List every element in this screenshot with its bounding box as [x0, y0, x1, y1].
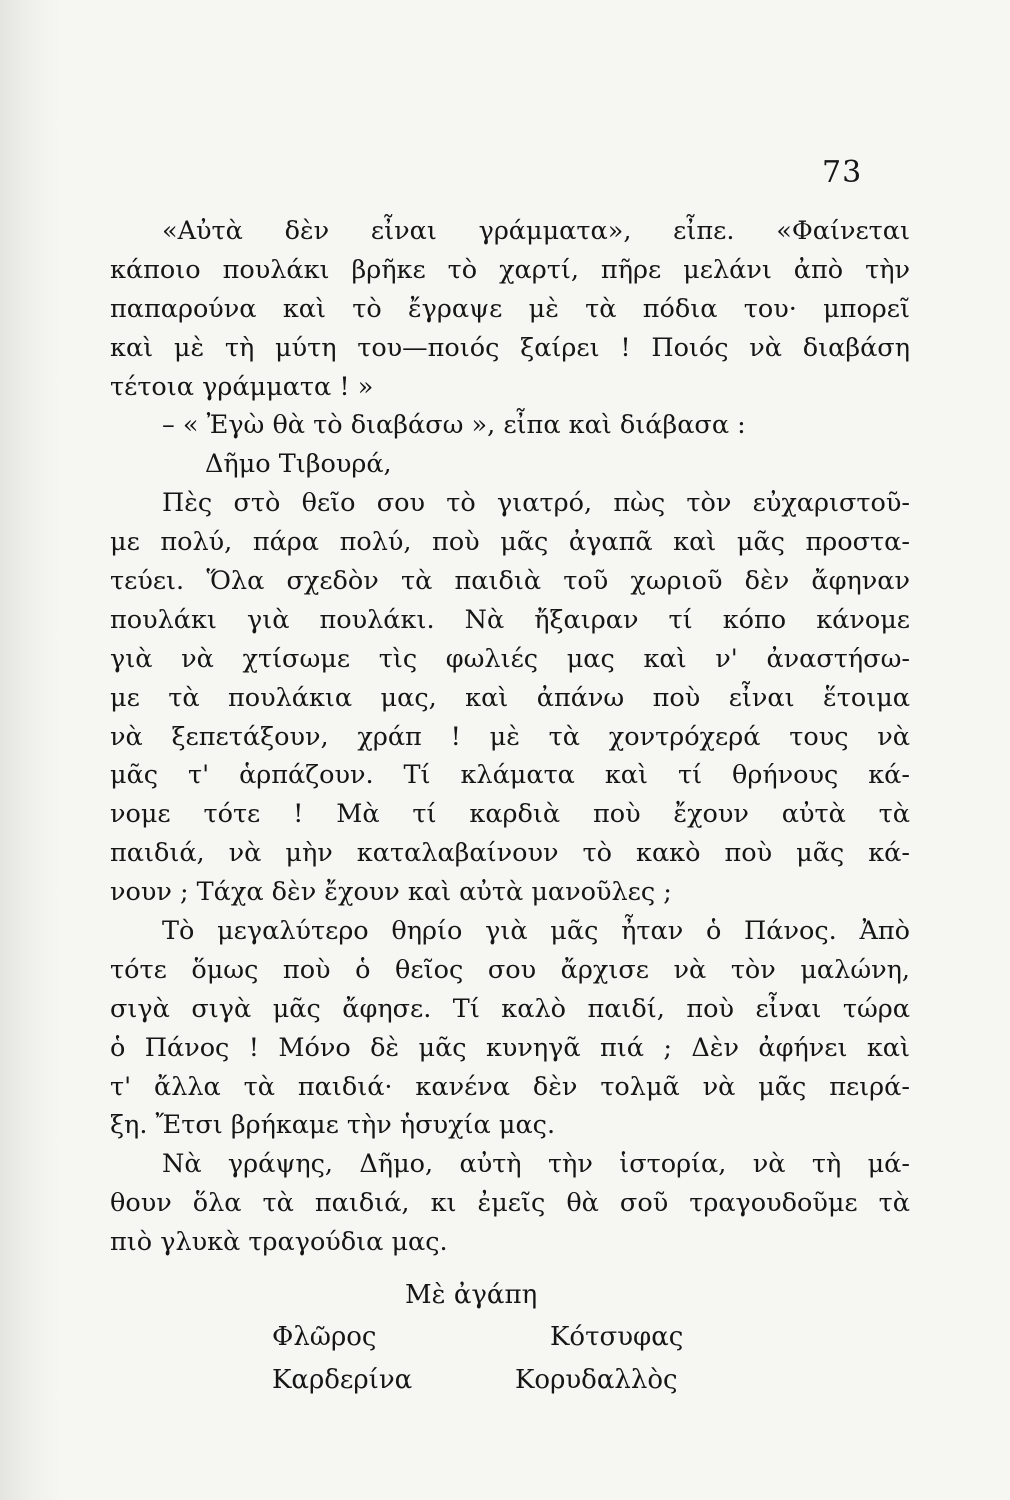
text-line: με τὰ πουλάκια μας, καὶ ἀπάνω ποὺ εἶναι ἕτοιμα — [110, 682, 910, 713]
text-line: τεύει. Ὅλα σχεδὸν τὰ παιδιὰ τοῦ χωριοῦ δὲν ἄφηναν — [110, 566, 910, 597]
text-line: μᾶς τ' ἁρπάζουν. Τί κλάματα καὶ τί θρήνους κά- — [110, 760, 910, 791]
text-line: Τὸ μεγαλύτερο θηρίο γιὰ μᾶς ἦταν ὁ Πάνος. Ἀπὸ — [162, 916, 910, 947]
text-line: ὁ Πάνος ! Μόνο δὲ μᾶς κυνηγᾶ πιά ; Δὲν ἀφήνει καὶ — [110, 1032, 910, 1063]
text-line: τ' ἄλλα τὰ παιδιά· κανένα δὲν τολμᾶ νὰ μᾶς πειρά- — [110, 1071, 910, 1102]
text-line: νομε τότε ! Μὰ τί καρδιὰ ποὺ ἔχουν αὐτὰ τὰ — [110, 799, 910, 830]
text-line: παιδιά, νὰ μὴν καταλαβαίνουν τὸ κακὸ ποὺ μᾶς κά- — [110, 838, 910, 869]
text-line: γιὰ νὰ χτίσωμε τὶς φωλιές μας καὶ ν' ἀναστήσω- — [110, 643, 910, 674]
text-line: πιὸ γλυκὰ τραγούδια μας. — [110, 1227, 448, 1258]
text-line: τέτοια γράμματα ! » — [110, 371, 374, 402]
text-line: πουλάκι γιὰ πουλάκι. Νὰ ἤξαιραν τί κόπο κάνομε — [110, 604, 910, 635]
letter-text — [110, 212, 910, 1262]
signature-floros: Φλῶρος — [272, 1322, 377, 1352]
signature-karderina: Καρδερίνα — [272, 1365, 413, 1395]
text-line: ξη. Ἔτσι βρήκαμε τὴν ἡσυχία μας. — [110, 1110, 556, 1141]
text-line: τότε ὅμως ποὺ ὁ θεῖος σου ἄρχισε νὰ τὸν μαλώνη, — [110, 954, 910, 985]
text-line: σιγὰ σιγὰ μᾶς ἄφησε. Τί καλὸ παιδί, ποὺ εἶναι τώρα — [110, 993, 910, 1024]
signature-kotsyfas: Κότσυφας — [550, 1322, 684, 1352]
text-line: «Αὐτὰ δὲν εἶναι γράμματα», εἶπε. «Φαίνεται — [162, 216, 910, 246]
text-line: θουν ὅλα τὰ παιδιά, κι ἐμεῖς θὰ σοῦ τραγουδοῦμε τὰ — [110, 1188, 910, 1219]
text-line: Νὰ γράψης, Δῆμο, αὐτὴ τὴν ἱστορία, νὰ τὴ μά- — [162, 1149, 910, 1180]
text-line: – « Ἐγὼ θὰ τὸ διαβάσω », εἶπα καὶ διάβασα : — [162, 410, 746, 441]
text-line: νὰ ξεπετάξουν, χράπ ! μὲ τὰ χοντρόχερά τους νὰ — [110, 721, 910, 752]
text-line: κάποιο πουλάκι βρῆκε τὸ χαρτί, πῆρε μελάνι ἀπὸ τὴν — [110, 254, 910, 285]
text-line: καὶ μὲ τὴ μύτη του—ποιός ξαίρει ! Ποιός νὰ διαβάση — [110, 332, 910, 363]
salutation: Δῆμο Τιβουρά, — [205, 449, 392, 480]
signature-korydallos: Κορυδαλλὸς — [515, 1365, 678, 1395]
text-line: Πὲς στὸ θεῖο σου τὸ γιατρό, πὼς τὸν εὐχαριστοῦ- — [162, 488, 910, 519]
text-line: νουν ; Τάχα δὲν ἔχουν καὶ αὐτὰ μανοῦλες ; — [110, 877, 672, 908]
page-edge-shadow — [0, 0, 60, 1500]
text-line: με πολύ, πάρα πολύ, ποὺ μᾶς ἀγαπᾶ καὶ μᾶς προστα- — [110, 527, 910, 558]
text-line: παπαρούνα καὶ τὸ ἔγραψε μὲ τὰ πόδια του· μπορεῖ — [110, 293, 910, 324]
closing-line: Μὲ ἀγάπη — [405, 1280, 538, 1310]
page-number: 73 — [822, 155, 863, 190]
